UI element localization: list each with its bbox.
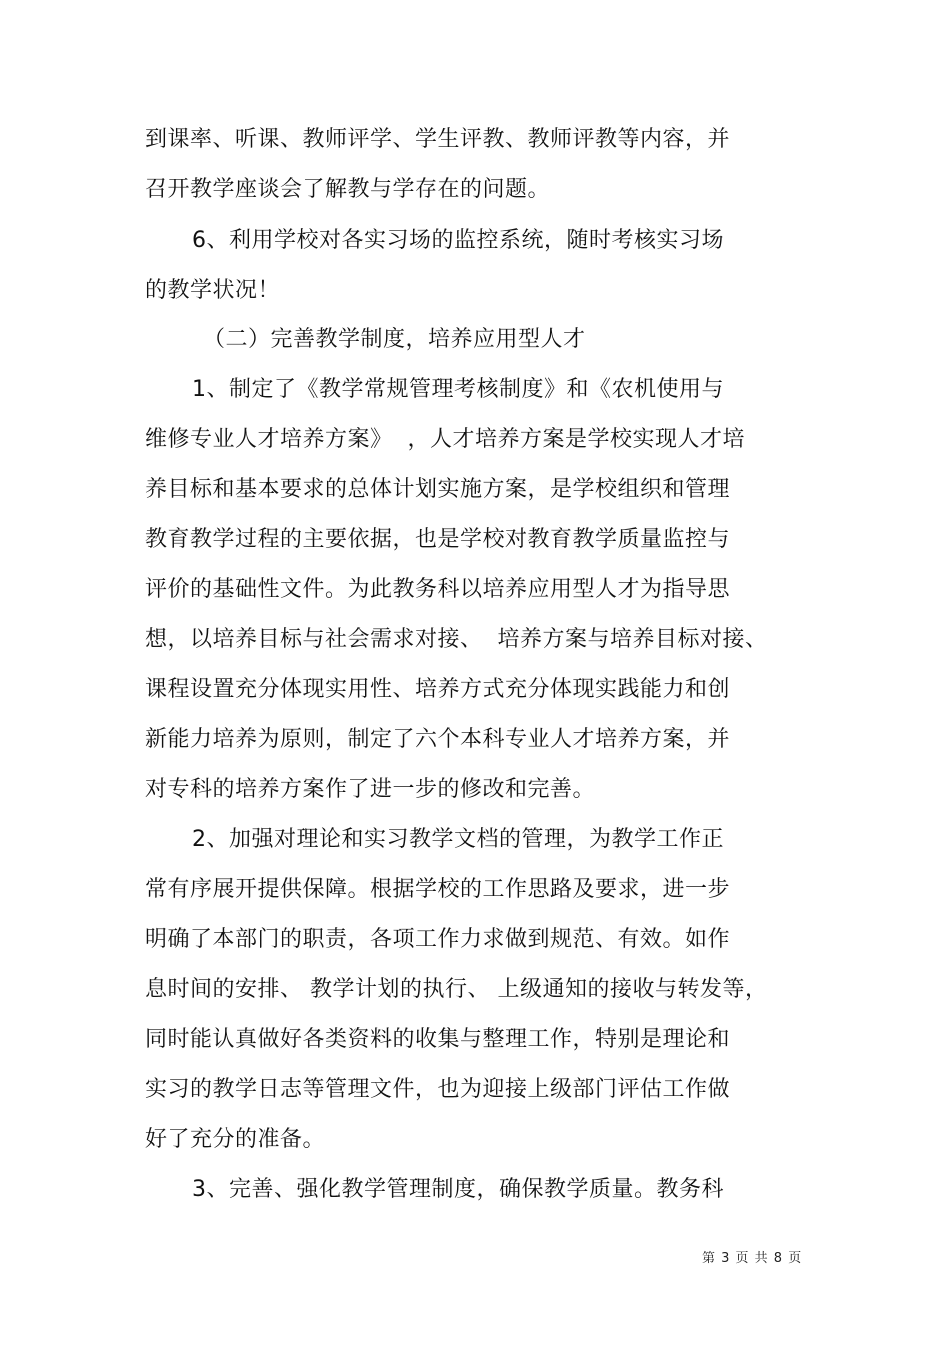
body-text-line: 的教学状况！ bbox=[145, 278, 281, 303]
section-heading: （二）完善教学制度，培养应用型人才 bbox=[203, 327, 586, 352]
body-text-line: 息时间的安排、 教学计划的执行、 上级通知的接收与转发等， bbox=[145, 977, 768, 1002]
body-text-line: 养目标和基本要求的总体计划实施方案，是学校组织和管理 bbox=[145, 477, 731, 502]
body-text-line: 对专科的培养方案作了进一步的修改和完善。 bbox=[145, 777, 596, 802]
body-text-line: 教育教学过程的主要依据，也是学校对教育教学质量监控与 bbox=[145, 527, 731, 552]
body-text-line: 好了充分的准备。 bbox=[145, 1127, 326, 1152]
body-text-line: 明确了本部门的职责，各项工作力求做到规范、有效。如作 bbox=[145, 927, 731, 952]
body-text-line: 新能力培养为原则，制定了六个本科专业人才培养方案，并 bbox=[145, 727, 731, 752]
body-text-line: 到课率、听课、教师评学、学生评教、教师评教等内容，并 bbox=[145, 127, 731, 152]
body-text-line: 课程设置充分体现实用性、培养方式充分体现实践能力和创 bbox=[145, 677, 731, 702]
body-text-line: 常有序展开提供保障。根据学校的工作思路及要求，进一步 bbox=[145, 877, 731, 902]
body-text-line: 实习的教学日志等管理文件，也为迎接上级部门评估工作做 bbox=[145, 1077, 731, 1102]
body-text-line: 评价的基础性文件。为此教务科以培养应用型人才为指导思 bbox=[145, 577, 731, 602]
body-text-line: 召开教学座谈会了解教与学存在的问题。 bbox=[145, 177, 551, 202]
body-text-line: 1、制定了《教学常规管理考核制度》和《农机使用与 bbox=[192, 377, 724, 402]
body-text-line: 想，以培养目标与社会需求对接、 培养方案与培养目标对接、 bbox=[145, 627, 768, 652]
body-text-line: 6、利用学校对各实习场的监控系统，随时考核实习场 bbox=[192, 228, 724, 253]
page-number-footer: 第 3 页 共 8 页 bbox=[702, 1251, 803, 1266]
body-text-line: 3、完善、强化教学管理制度，确保教学质量。教务科 bbox=[192, 1177, 724, 1202]
body-text-line: 2、加强对理论和实习教学文档的管理，为教学工作正 bbox=[192, 827, 724, 852]
body-text-line: 维修专业人才培养方案》 ，人才培养方案是学校实现人才培 bbox=[145, 427, 745, 452]
body-text-line: 同时能认真做好各类资料的收集与整理工作，特别是理论和 bbox=[145, 1027, 731, 1052]
